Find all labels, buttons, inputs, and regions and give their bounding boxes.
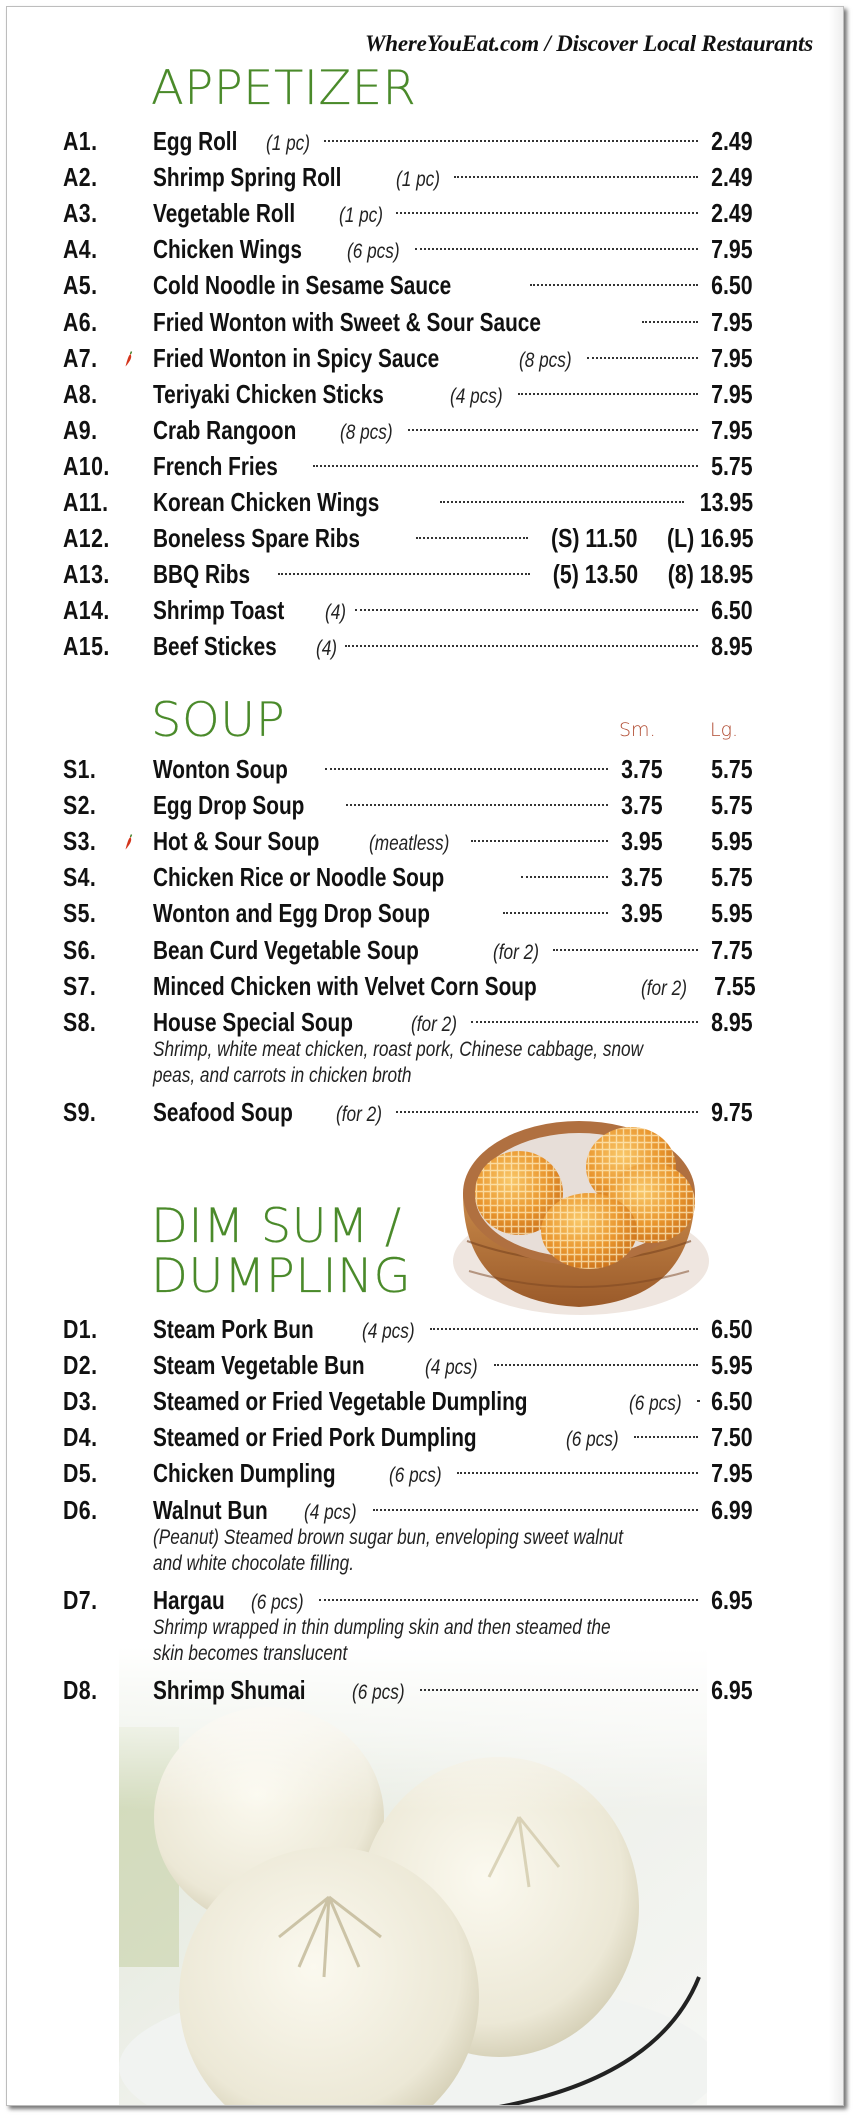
item-name: Steam Pork Bun [153,1314,314,1344]
menu-item [7,557,843,591]
item-line [153,593,753,627]
item-price: (S) 11.50 [551,523,638,554]
item-price: 13.95 [699,487,753,517]
dot-leader [503,911,608,914]
item-name: Vegetable Roll [153,198,296,229]
item-code: A4. [63,234,98,265]
item-price: 7.95 [711,342,753,373]
item-price: 3.75 [621,862,663,893]
item-name: Chicken Wings [153,234,302,265]
menu-item [7,1420,843,1454]
section-heading-dumpling: DUMPLING [151,1249,412,1304]
item-price: 6.95 [711,1674,753,1705]
menu-item [7,521,843,555]
item-portion: (6 pcs) [565,1428,619,1452]
section-heading-soup: SOUP [151,693,286,748]
item-line [153,629,753,663]
column-header-small: Sm. [619,719,656,741]
item-line [153,305,753,339]
item-line [153,1493,753,1527]
dot-leader [355,608,699,611]
item-portion: (for 2) [335,1102,382,1126]
item-price: 8.95 [711,631,753,662]
item-name: Minced Chicken with Velvet Corn Soup [153,970,537,1001]
item-name: Crab Rangoon [153,414,297,445]
item-description: peas, and carrots in chicken broth [153,1063,412,1087]
menu-item [7,593,843,627]
menu-item [7,305,843,339]
item-portion: (6 pcs) [347,240,400,264]
dot-leader [494,1363,699,1366]
item-line [153,788,663,822]
chili-pepper-icon [125,351,133,367]
dot-leader [440,500,684,503]
item-name: Shrimp Toast [153,595,285,626]
menu-item [7,860,843,894]
item-line [153,449,753,483]
item-price: 7.55 [713,970,756,1001]
item-price-large: 5.75 [711,754,753,784]
item-portion: (8 pcs) [518,348,572,372]
item-code: A2. [63,162,98,193]
item-code: A15. [63,631,110,662]
item-code: D6. [63,1494,98,1525]
item-price: 3.95 [621,826,663,857]
item-price: 6.95 [711,1584,753,1615]
item-price: 2.49 [711,126,753,156]
dot-leader [325,767,608,770]
section-heading-appetizer: APPETIZER [151,61,417,116]
dot-leader [278,572,530,575]
item-name: Wonton and Egg Drop Soup [153,898,430,929]
item-portion: (4 pcs) [361,1320,415,1343]
dot-leader [587,356,698,359]
dot-leader [345,644,698,647]
item-line [153,860,663,894]
item-price: 9.75 [711,1096,753,1127]
menu-item [7,1348,843,1382]
item-portion: (for 2) [640,976,687,1000]
menu-item [7,413,843,447]
item-code: D4. [63,1422,98,1453]
item-line [153,124,753,158]
item-line [153,896,663,930]
item-portion: (6 pcs) [629,1392,682,1416]
menu-item [7,788,843,822]
menu-item [7,1673,843,1707]
menu-item [7,1583,843,1617]
item-code: A11. [63,487,109,517]
item-name: Shrimp Spring Roll [153,162,342,193]
dot-leader [697,1399,698,1402]
item-code: A12. [63,523,110,554]
item-line [153,485,753,519]
item-portion: (meatless) [368,832,450,856]
item-code: A5. [63,270,98,301]
item-line [153,1005,753,1039]
item-code: S8. [63,1006,97,1037]
menu-item [7,268,843,302]
dot-leader [518,392,699,395]
item-description: skin becomes translucent [153,1641,348,1665]
item-code: D7. [63,1584,98,1615]
item-name: Boneless Spare Ribs [153,523,360,554]
item-code: A9. [63,414,98,445]
menu-item [7,124,843,158]
menu-item [7,1456,843,1490]
item-code: S3. [63,826,97,857]
item-price: 3.95 [621,898,663,929]
item-portion: (6 pcs) [389,1464,442,1488]
item-code: S9. [63,1096,97,1127]
item-price: 5.75 [711,450,753,481]
item-name: Hot & Sour Soup [153,826,320,857]
item-code: D8. [63,1674,98,1705]
menu-item [7,485,843,519]
item-line [153,1384,753,1418]
item-portion: (4 pcs) [425,1356,479,1380]
menu-item [7,341,843,375]
item-line [153,933,753,967]
item-name: Steamed or Fried Vegetable Dumpling [153,1386,528,1417]
item-line [153,377,753,411]
dot-leader [313,464,698,467]
item-line [153,1312,753,1346]
item-code: D5. [63,1458,98,1489]
menu-item [7,160,843,194]
dot-leader [634,1435,699,1438]
dot-leader [521,875,608,878]
menu-item [7,449,843,483]
item-price: 2.49 [711,162,753,193]
item-price: 7.95 [711,1458,753,1489]
item-price: 7.95 [711,234,753,265]
item-portion: (for 2) [410,1012,457,1036]
menu-item [7,1005,843,1039]
item-name: Teriyaki Chicken Sticks [153,378,384,409]
item-code: S7. [63,970,97,1001]
dot-leader [373,1508,699,1511]
item-code: A8. [63,378,98,409]
item-line [153,1456,753,1490]
item-name: Egg Roll [153,126,238,156]
item-price-large: 5.95 [711,898,753,929]
item-name: Steamed or Fried Pork Dumpling [153,1422,477,1453]
item-portion: (4 pcs) [304,1500,358,1524]
dot-leader [471,1020,698,1023]
item-name: Fried Wonton in Spicy Sauce [153,342,440,373]
menu-item [7,1095,843,1129]
item-name: Chicken Rice or Noodle Soup [153,862,445,893]
item-line [153,232,753,266]
item-description: (Peanut) Steamed brown sugar bun, enveloping sweet walnut [153,1525,624,1549]
menu-item [7,377,843,411]
item-code: A13. [63,559,110,590]
item-name: Seafood Soup [153,1096,293,1127]
item-price: 7.95 [711,378,753,409]
section-heading-dimsum: DIM SUM / [151,1199,402,1254]
item-price: 6.50 [711,270,753,301]
item-portion: (for 2) [493,940,540,964]
item-portion: (6 pcs) [250,1590,304,1614]
dot-leader [457,1471,698,1474]
item-name: Walnut Bun [153,1494,268,1525]
item-portion: (1 pc) [338,204,383,228]
item-price: (5) 13.50 [552,559,638,590]
menu-item [7,824,843,858]
item-name: Hargau [153,1584,225,1615]
item-name: Cold Noodle in Sesame Sauce [153,270,452,301]
menu-item [7,1312,843,1346]
dot-leader [420,1688,699,1691]
item-code: A14. [63,595,110,626]
item-code: S2. [63,790,97,821]
dot-leader [430,1327,698,1330]
dot-leader [416,536,529,539]
item-code: S6. [63,934,97,965]
item-code: S1. [63,754,97,784]
item-line [153,160,753,194]
item-portion: (4) [325,601,347,625]
item-name: Beef Stickes [153,631,277,662]
item-description: Shrimp wrapped in thin dumpling skin and then steamed the [153,1615,611,1639]
item-code: S5. [63,898,97,929]
item-price: 3.75 [621,790,663,821]
dot-leader [408,428,698,431]
item-name: French Fries [153,450,278,481]
item-portion: (1 pc) [266,132,311,155]
dot-leader [324,139,698,142]
item-portion: (4 pcs) [449,384,503,408]
item-price: 6.50 [711,595,753,626]
item-price: 8.95 [711,1006,753,1037]
item-description: Shrimp, white meat chicken, roast pork, Chinese cabbage, snow [153,1037,644,1061]
item-line [153,1420,753,1454]
menu-item [7,1384,843,1418]
item-description: and white chocolate filling. [153,1551,355,1575]
menu-item [7,969,843,1003]
item-price-large: 5.75 [711,862,753,893]
dot-leader [346,803,608,806]
item-price: 7.50 [711,1422,753,1453]
menu-page [6,6,844,2106]
dot-leader [454,175,698,178]
item-name: House Special Soup [153,1006,353,1037]
item-line [153,557,638,591]
dot-leader [642,320,698,323]
item-name: Bean Curd Vegetable Soup [153,934,419,965]
item-name: BBQ Ribs [153,559,251,590]
item-name: Shrimp Shumai [153,1674,306,1705]
item-price-large: 5.95 [711,826,753,857]
menu-item [7,232,843,266]
item-line [153,752,663,786]
item-code: A6. [63,306,98,337]
item-price: 7.95 [711,414,753,445]
item-name: Korean Chicken Wings [153,487,380,517]
item-code: A7. [63,342,98,373]
item-price: 6.50 [711,1314,753,1344]
menu-item [7,196,843,230]
item-code: A10. [63,450,110,481]
item-portion: (6 pcs) [351,1680,405,1704]
dot-leader [415,247,698,250]
item-code: S4. [63,862,97,893]
dot-leader [319,1598,699,1601]
dot-leader [553,948,698,951]
item-portion: (8 pcs) [340,420,393,444]
item-name: Fried Wonton with Sweet & Sour Sauce [153,306,541,337]
item-line [153,1348,753,1382]
dot-leader [396,211,698,214]
steamed-buns-photo [119,1647,707,2106]
item-line [153,1583,753,1617]
menu-item [7,933,843,967]
site-watermark: WhereYouEat.com / Discover Local Restaurants [364,31,813,56]
item-price: 2.49 [711,198,753,229]
item-price: 5.95 [711,1350,753,1381]
item-price: 6.50 [711,1386,753,1417]
item-code: A3. [63,198,98,229]
item-price-large: 5.75 [711,790,753,821]
item-price: 6.99 [711,1494,753,1525]
bamboo-steamer-photo [445,1111,711,1321]
item-line [153,969,756,1003]
chili-pepper-icon [125,834,133,850]
item-name: Egg Drop Soup [153,790,305,821]
item-code: D2. [63,1350,98,1381]
item-line [153,1673,753,1707]
item-price: 7.95 [711,306,753,337]
item-name: Steam Vegetable Bun [153,1350,365,1381]
dot-leader [471,839,608,842]
menu-item [7,629,843,663]
item-name: Chicken Dumpling [153,1458,336,1489]
item-portion: (4) [315,637,337,661]
item-line [153,341,753,375]
item-code: D3. [63,1386,98,1417]
column-header-large: Lg. [710,719,739,741]
item-price: 7.75 [711,934,753,965]
item-line [153,268,753,302]
item-code: D1. [63,1314,98,1344]
dot-leader [530,283,699,286]
item-portion: (1 pc) [396,168,441,192]
item-line [153,824,663,858]
menu-item [7,1493,843,1527]
item-line [153,521,638,555]
menu-item [7,896,843,930]
item-line [153,196,753,230]
menu-item [7,752,843,786]
item-line [153,413,753,447]
item-name: Wonton Soup [153,754,288,784]
item-price: 3.75 [621,754,663,784]
item-price-large: (8) 18.95 [667,559,753,590]
item-code: A1. [63,126,98,156]
item-price-large: (L) 16.95 [666,523,753,554]
